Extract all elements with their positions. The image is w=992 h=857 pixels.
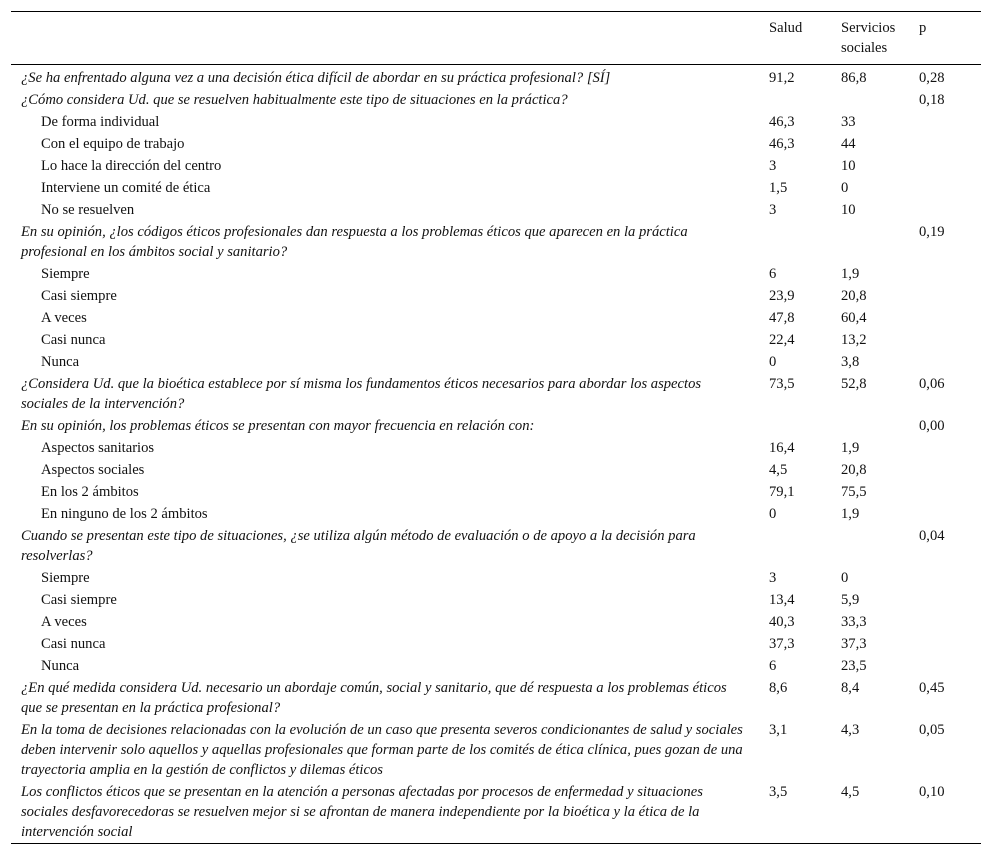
p-value (909, 111, 981, 133)
salud-value: 79,1 (769, 484, 795, 500)
question-row (11, 65, 981, 90)
salud-value: 3 (769, 158, 777, 174)
servicios-sociales-value: 44 (841, 136, 856, 152)
p-value (909, 503, 981, 525)
option-label: De forma individual (41, 114, 160, 130)
option-row (11, 589, 981, 611)
salud-value (759, 221, 831, 263)
p-value (909, 589, 981, 611)
servicios-sociales-value: 4,5 (841, 784, 860, 800)
salud-value: 1,5 (769, 180, 788, 196)
salud-value (759, 89, 831, 111)
results-table-container (11, 11, 981, 844)
p-value: 0,05 (919, 722, 945, 738)
results-table (11, 11, 981, 844)
option-row (11, 611, 981, 633)
question-text: En la toma de decisiones relacionadas con la evolución de un caso que presenta severos condicionantes de salud y sociales deben intervenir solo aquellos y aquellas profesionales que forman parte de los comités de ética clínica, pues gozan de una trayectoria amplia en la gestión de conflictos y dilemas éticos (21, 722, 743, 778)
option-row (11, 155, 981, 177)
question-text: Cuando se presentan este tipo de situaciones, ¿se utiliza algún método de evaluación o de apoyo a la decisión para resolverlas? (21, 528, 696, 564)
salud-value: 16,4 (769, 440, 795, 456)
servicios-sociales-value: 37,3 (841, 636, 867, 652)
question-text: ¿En qué medida considera Ud. necesario un abordaje común, social y sanitario, que dé respuesta a los problemas éticos que se presentan en la práctica profesional? (21, 680, 727, 716)
option-label: Casi siempre (41, 288, 117, 304)
servicios-sociales-value: 86,8 (841, 70, 867, 86)
p-value (909, 655, 981, 677)
question-row (11, 415, 981, 437)
option-label: En ninguno de los 2 ámbitos (41, 506, 208, 522)
p-value (909, 199, 981, 221)
option-row (11, 263, 981, 285)
salud-value: 46,3 (769, 136, 795, 152)
header-salud: Salud (759, 12, 831, 65)
p-value (909, 459, 981, 481)
servicios-sociales-value: 52,8 (841, 376, 867, 392)
servicios-sociales-value (831, 525, 909, 567)
option-row (11, 307, 981, 329)
option-row (11, 177, 981, 199)
salud-value: 73,5 (769, 376, 795, 392)
p-value (909, 611, 981, 633)
option-label: Aspectos sanitarios (41, 440, 155, 456)
p-value (909, 351, 981, 373)
salud-value: 3 (769, 570, 777, 586)
salud-value: 23,9 (769, 288, 795, 304)
option-label: Lo hace la dirección del centro (41, 158, 222, 174)
servicios-sociales-value: 10 (841, 158, 856, 174)
option-label: En los 2 ámbitos (41, 484, 139, 500)
question-text: ¿Considera Ud. que la bioética establece por sí misma los fundamentos éticos necesarios para abordar los aspectos sociales de la intervención? (21, 376, 702, 412)
p-value (909, 307, 981, 329)
servicios-sociales-value: 20,8 (841, 462, 867, 478)
servicios-sociales-value: 20,8 (841, 288, 867, 304)
p-value (909, 481, 981, 503)
header-item (11, 12, 759, 65)
header-ss-line1: Servicios (841, 20, 896, 36)
servicios-sociales-value: 60,4 (841, 310, 867, 326)
p-value (909, 437, 981, 459)
p-value (909, 567, 981, 589)
salud-value: 13,4 (769, 592, 795, 608)
p-value (909, 155, 981, 177)
salud-value: 0 (769, 354, 777, 370)
header-ss-line2: sociales (841, 40, 888, 56)
option-label: Con el equipo de trabajo (41, 136, 185, 152)
p-value: 0,06 (919, 376, 945, 392)
salud-value: 6 (769, 266, 777, 282)
servicios-sociales-value: 13,2 (841, 332, 867, 348)
p-value (909, 177, 981, 199)
servicios-sociales-value: 8,4 (841, 680, 860, 696)
table-header-row (11, 12, 981, 65)
p-value: 0,00 (919, 418, 945, 434)
option-row (11, 133, 981, 155)
option-row (11, 285, 981, 307)
servicios-sociales-value: 33,3 (841, 614, 867, 630)
option-label: A veces (41, 310, 87, 326)
salud-value: 0 (769, 506, 777, 522)
servicios-sociales-value: 10 (841, 202, 856, 218)
option-label: No se resuelven (41, 202, 135, 218)
question-row (11, 221, 981, 263)
question-row (11, 781, 981, 844)
option-row (11, 567, 981, 589)
option-row (11, 329, 981, 351)
servicios-sociales-value (831, 221, 909, 263)
option-label: Casi nunca (41, 332, 106, 348)
option-row (11, 437, 981, 459)
option-label: A veces (41, 614, 87, 630)
p-value (909, 133, 981, 155)
salud-value: 46,3 (769, 114, 795, 130)
question-row (11, 373, 981, 415)
p-value (909, 633, 981, 655)
salud-value: 37,3 (769, 636, 795, 652)
question-row (11, 719, 981, 781)
salud-value: 91,2 (769, 70, 795, 86)
question-text: En su opinión, ¿los códigos éticos profesionales dan respuesta a los problemas éticos que aparecen en la práctica profesional en los ámbitos social y sanitario? (21, 224, 688, 260)
question-text: Los conflictos éticos que se presentan en la atención a personas afectadas por procesos de enfermedad y situaciones sociales desfavorecedoras se resuelven mejor si se afrontan de manera independiente por la bioética y la ética de la intervención social (21, 784, 703, 840)
salud-value: 40,3 (769, 614, 795, 630)
servicios-sociales-value: 4,3 (841, 722, 860, 738)
salud-value (759, 525, 831, 567)
servicios-sociales-value: 75,5 (841, 484, 867, 500)
salud-value: 3 (769, 202, 777, 218)
question-text: ¿Se ha enfrentado alguna vez a una decisión ética difícil de abordar en su práctica profesional? [SÍ] (21, 70, 611, 86)
servicios-sociales-value: 5,9 (841, 592, 860, 608)
question-text: ¿Cómo considera Ud. que se resuelven habitualmente este tipo de situaciones en la práctica? (21, 92, 568, 108)
salud-value: 3,5 (769, 784, 788, 800)
option-row (11, 503, 981, 525)
option-row (11, 633, 981, 655)
option-label: Nunca (41, 354, 80, 370)
p-value (909, 263, 981, 285)
servicios-sociales-value: 1,9 (841, 266, 860, 282)
salud-value: 47,8 (769, 310, 795, 326)
option-label: Casi nunca (41, 636, 106, 652)
servicios-sociales-value: 0 (841, 570, 849, 586)
option-row (11, 351, 981, 373)
servicios-sociales-value: 33 (841, 114, 856, 130)
header-p: p (909, 12, 981, 65)
salud-value: 6 (769, 658, 777, 674)
salud-value: 22,4 (769, 332, 795, 348)
option-label: Interviene un comité de ética (41, 180, 211, 196)
option-label: Siempre (41, 570, 90, 586)
question-row (11, 525, 981, 567)
option-row (11, 459, 981, 481)
salud-value: 3,1 (769, 722, 788, 738)
option-label: Nunca (41, 658, 80, 674)
option-row (11, 111, 981, 133)
servicios-sociales-value (831, 89, 909, 111)
servicios-sociales-value: 23,5 (841, 658, 867, 674)
question-text: En su opinión, los problemas éticos se presentan con mayor frecuencia en relación con: (21, 418, 535, 434)
p-value (909, 329, 981, 351)
salud-value (759, 415, 831, 437)
salud-value: 8,6 (769, 680, 788, 696)
question-row (11, 677, 981, 719)
header-servicios-sociales (831, 12, 909, 65)
option-row (11, 199, 981, 221)
p-value: 0,10 (919, 784, 945, 800)
salud-value: 4,5 (769, 462, 788, 478)
servicios-sociales-value: 0 (841, 180, 849, 196)
p-value (909, 285, 981, 307)
p-value: 0,45 (919, 680, 945, 696)
option-row (11, 655, 981, 677)
option-label: Siempre (41, 266, 90, 282)
p-value: 0,04 (919, 528, 945, 544)
servicios-sociales-value: 1,9 (841, 506, 860, 522)
option-label: Aspectos sociales (41, 462, 145, 478)
p-value: 0,28 (919, 70, 945, 86)
servicios-sociales-value (831, 415, 909, 437)
option-row (11, 481, 981, 503)
table-body (11, 65, 981, 844)
servicios-sociales-value: 3,8 (841, 354, 860, 370)
question-row (11, 89, 981, 111)
p-value: 0,19 (919, 224, 945, 240)
option-label: Casi siempre (41, 592, 117, 608)
p-value: 0,18 (919, 92, 945, 108)
servicios-sociales-value: 1,9 (841, 440, 860, 456)
